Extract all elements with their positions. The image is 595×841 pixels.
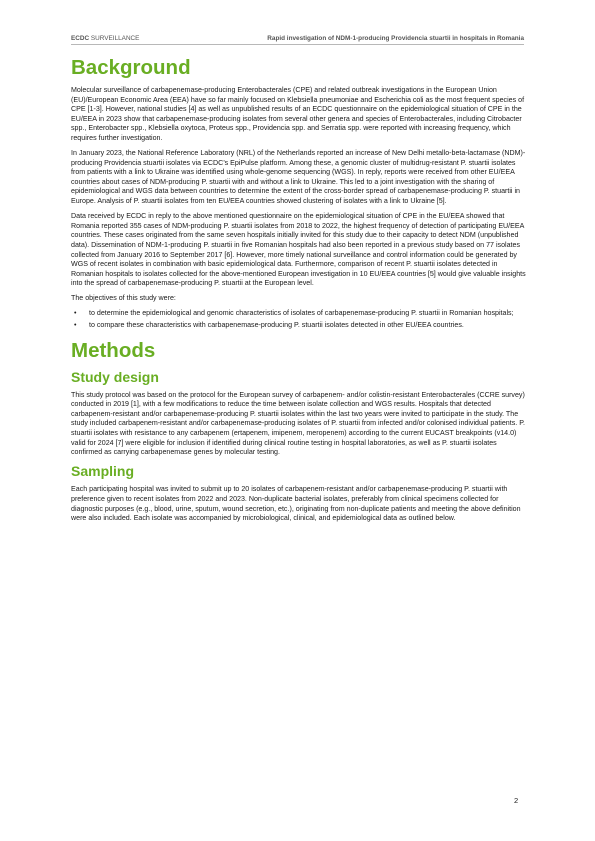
page-content — [71, 56, 526, 529]
sampling-text: Each participating hospital was invited to submit up to 20 isolates of carbapenem-resistant and/or carbapenemase-producing P. stuartii with preference given to recent isolates from 2022 and 2023. Non-duplicate bacterial isolates, preferably from clinical specimens collected for diagnostic purposes (e.g., blood, urine, sputum, wound secretion, etc.), originating from non-duplicate patients and meeting the above definition were also included. Each isolate was accompanied by microbiological, clinical, and epidemiological data as outlined below. — [71, 485, 521, 523]
header-title: Rapid investigation of NDM-1-producing Providencia stuartii in hospitals in Romania — [267, 35, 524, 42]
background-paragraph-3: Data received by ECDC in reply to the above mentioned questionnaire on the epidemiological situation of CPE in the EU/EEA showed that Romania reported 355 cases of NDM-producing P. stuartii isolates from 2018 to 2022, the highest frequency of detection of participating EU/EEA countries. These cases originated from the same seven hospitals initially invited for this study due to their capacity to detect NDM (unpublished data). Dissemination of NDM-1-producing P. stuartii in five Romanian hospitals had also been reported in a previous study based on 77 isolates collected from January 2016 to September 2017 [6]. However, more timely national surveillance and control information could be generated by WGS of recent isolates in combination with basic epidemiological data. Furthermore, comparison of recent P. stuartii isolates detected in Romanian hospitals to isolates collected for the above-mentioned European investigation in 10 EU/EEA countries [5] would give valuable insights into the spread of carbapenemase-producing P. stuartii at the European level. — [71, 212, 526, 288]
objectives-list — [71, 309, 526, 330]
objective-item — [71, 309, 526, 319]
objective-item — [71, 321, 526, 331]
background-heading: Background — [71, 56, 191, 79]
methods-heading: Methods — [71, 338, 156, 362]
header-left — [71, 35, 139, 42]
objectives-intro: The objectives of this study were: — [71, 294, 176, 303]
page-number: 2 — [514, 796, 519, 805]
bullet-icon: • — [74, 309, 77, 318]
objective-text: to determine the epidemiological and genomic characteristics of isolates of carbapenemase-producing P. stuartii in Romanian hospitals; — [89, 309, 514, 318]
page-header — [71, 30, 524, 42]
header-divider — [71, 44, 524, 45]
study-design-text: This study protocol was based on the protocol for the European survey of carbapenem- and/or colistin-resistant Enterobacterales (CCRE survey) conducted in 2019 [1], with a few modifications to reduce the time between isolate collection and WGS results. Hospitals that detected carbapenem-resistant and/or carbapenemase-producing P. stuartii isolates within the last two years were invited to participate in the study. The study included carbapenem-resistant and/or carbapenemase-producing isolates of P. stuartii from infected and/or colonised individual patients. P. stuartii isolates with resistance to any carbapenem (ertapenem, imipenem, meropenem) according to the current EUCAST breakpoints (v14.0) valid for 2024 [7] were eligible for inclusion if identified during clinical routine testing in hospital laboratories, as well as P. stuartii isolates confirmed as carrying carbapenemase genes by molecular testing. — [71, 390, 526, 457]
bullet-icon: • — [74, 321, 77, 330]
header-series: SURVEILLANCE — [90, 35, 140, 42]
sampling-heading: Sampling — [71, 463, 135, 480]
background-paragraph-1: Molecular surveillance of carbapenemase-producing Enterobacterales (CPE) and related outbreak investigations in the European Union (EU)/European Economic Area (EEA) have so far mainly focused on Klebsiella pneumoniae and Escherichia coli as the most frequent species of CPE [1-3]. However, national studies [4] as well as unpublished results of an ECDC questionnaire on the epidemiological situation of CPE in the EU/EEA in 2023 show that carbapenemase-producing isolates from several other genera and species of Enterobacterales, including Citrobacter spp., Enterobacter spp., Klebsiella oxytoca, Proteus spp., Providencia spp. and Serratia spp. were reported with increasing frequency, which requires further investigation. — [71, 86, 525, 142]
header-org: ECDC — [71, 35, 90, 42]
objective-text: to compare these characteristics with carbapenemase-producing P. stuartii isolates detected in other EU/EEA countries. — [89, 321, 464, 330]
background-paragraph-2: In January 2023, the National Reference Laboratory (NRL) of the Netherlands reported an increase of New Delhi metallo-beta-lactamase (NDM)-producing Providencia stuartii isolates via ECDC’s EpiPulse platform. Among these, a genomic cluster of multidrug-resistant P. stuartii isolates from patients with a link to Ukraine was identified using whole-genome sequencing (WGS). In reply, reports were received from other EU/EEA countries about cases of NDM-producing P. stuartii with and without a link to Ukraine. This led to a joint investigation with the sharing of epidemiological and WGS data between countries to determine the extent of the cross-border spread of carbapenemase-producing P. stuartii in Europe. Analysis of P. stuartii isolates from ten EU/EEA countries showed clustering of isolates with a link to Ukraine [5]. — [71, 149, 526, 206]
study-design-heading: Study design — [71, 368, 159, 385]
